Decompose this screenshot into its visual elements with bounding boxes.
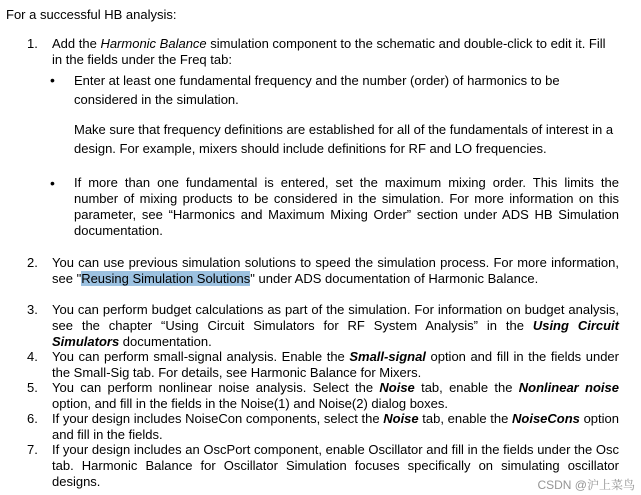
item-text: You can perform small-signal analysis. Enable the Small-signal option and fill in the fields under the Small-Sig tab. For details, see Harmonic Balance for Mixers.: [52, 349, 619, 380]
highlighted-link-text[interactable]: Reusing Simulation Solutions: [81, 271, 251, 286]
bullet-paragraph: Make sure that frequency definitions are established for all of the fundamentals of interest in a design. For example, mixers should include definitions for RF and LO frequencies.: [74, 122, 614, 156]
item-number: 1.: [27, 36, 38, 51]
bullet-dot: •: [50, 175, 55, 191]
item-number: 5.: [27, 380, 38, 395]
item-number: 3.: [27, 302, 38, 317]
bullet-text: If more than one fundamental is entered, set the maximum mixing order. This limits the number of mixing products to be considered in the simulation. For more information on this parameter, see “Harmonics and Maximum Mixing Order” section under ADS HB Simulation documentation.: [74, 175, 619, 238]
item-number: 6.: [27, 411, 38, 426]
item-text: You can perform nonlinear noise analysis. Select the Noise tab, enable the Nonlinear noise option, and fill in the fields in the Noise(1) and Noise(2) dialog boxes.: [52, 380, 619, 411]
item-number: 2.: [27, 255, 38, 270]
item-text: If your design includes an OscPort component, enable Oscillator and fill in the fields under the Osc tab. Harmonic Balance for Oscillator Simulation focuses specifically on simulating oscillator designs.: [52, 442, 619, 489]
bullet-dot: •: [50, 72, 55, 88]
item-text: You can use previous simulation solutions to speed the simulation process. For more information, see "Reusing Simulation Solutions" under ADS documentation of Harmonic Balance.: [52, 255, 619, 286]
intro-text: For a successful HB analysis:: [6, 7, 177, 22]
watermark: CSDN @沪上菜鸟: [537, 478, 635, 492]
bullet-text: Enter at least one fundamental frequency and the number (order) of harmonics to be considered in the simulation.: [74, 73, 560, 107]
item-number: 4.: [27, 349, 38, 364]
item-text: You can perform budget calculations as part of the simulation. For information on budget analysis, see the chapter “Using Circuit Simulators for RF System Analysis” in the Using Circuit Simulators documentation.: [52, 302, 619, 349]
item-number: 7.: [27, 442, 38, 457]
item-text: If your design includes NoiseCon components, select the Noise tab, enable the NoiseCons option and fill in the fields.: [52, 411, 619, 442]
item-text: Add the Harmonic Balance simulation component to the schematic and double-click to edit it. Fill in the fields under the Freq tab:: [52, 36, 606, 67]
